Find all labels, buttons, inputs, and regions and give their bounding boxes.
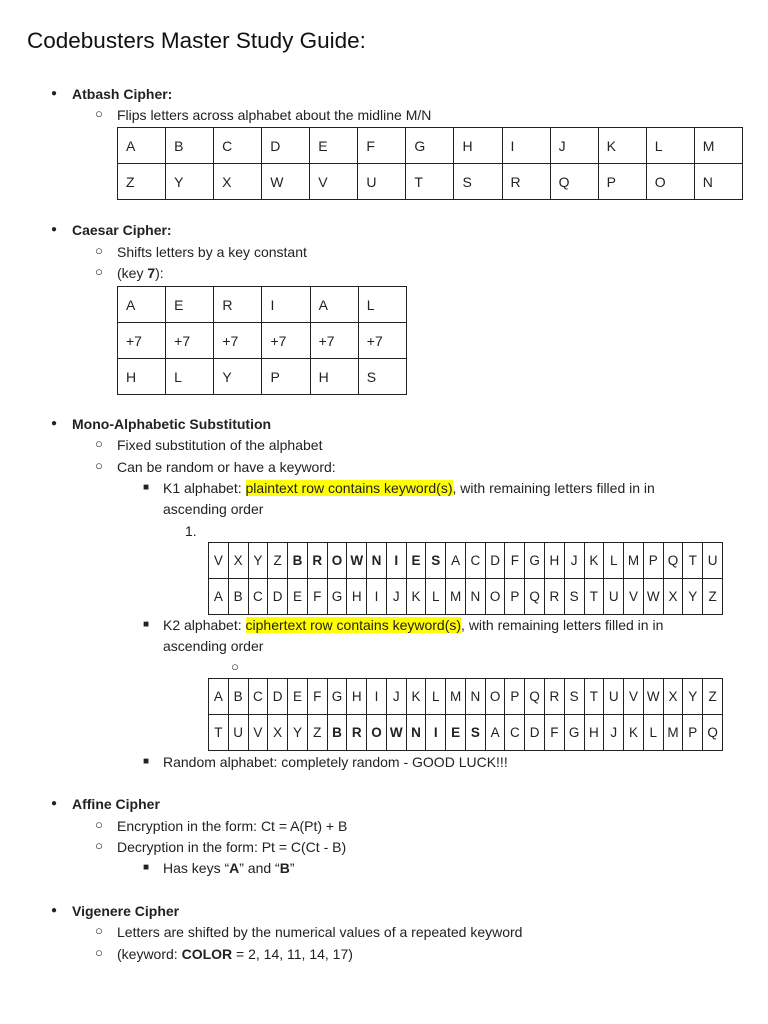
affine-key-a: A	[229, 860, 240, 876]
caesar-cell: H	[118, 359, 166, 395]
k2-description-line2: ascending order	[163, 638, 264, 654]
k1-cell: M	[446, 579, 466, 615]
caesar-cell: P	[262, 359, 310, 395]
k2-cell: T	[209, 715, 229, 751]
atbash-cell: F	[358, 128, 406, 164]
vigenere-keyword	[117, 945, 353, 963]
caesar-heading: ● Caesar Cipher:	[72, 221, 172, 239]
k2-cell: U	[604, 679, 624, 715]
k1-cell: G	[327, 579, 347, 615]
k2-cell: B	[327, 715, 347, 751]
caesar-cell: E	[166, 287, 214, 323]
k2-cell: T	[584, 679, 604, 715]
atbash-cell: B	[166, 128, 214, 164]
k1-highlight: plaintext row contains keyword(s)	[245, 480, 453, 496]
k1-cell: W	[347, 543, 367, 579]
caesar-cell: +7	[214, 323, 262, 359]
atbash-cell: O	[646, 164, 694, 200]
k2-cell: G	[564, 715, 584, 751]
k1-cell: J	[386, 579, 406, 615]
k1-cell: Y	[248, 543, 268, 579]
atbash-cell: V	[310, 164, 358, 200]
k2-cell: X	[268, 715, 288, 751]
k2-cell: E	[288, 679, 308, 715]
k1-cell: O	[485, 579, 505, 615]
k1-cell: K	[406, 579, 426, 615]
atbash-cell: S	[454, 164, 502, 200]
k1-cell: L	[604, 543, 624, 579]
k2-cell: K	[406, 679, 426, 715]
k1-suffix: , with remaining letters filled in in	[452, 480, 655, 496]
k1-cell: R	[307, 543, 327, 579]
k2-cell: I	[367, 679, 387, 715]
atbash-cell: A	[118, 128, 166, 164]
k2-cell: O	[485, 679, 505, 715]
caesar-table	[117, 286, 407, 395]
atbash-cell: J	[550, 128, 598, 164]
atbash-table	[117, 127, 743, 200]
caesar-cell: +7	[310, 323, 358, 359]
k2-cell: M	[446, 679, 466, 715]
k1-cell: I	[386, 543, 406, 579]
atbash-cell: D	[262, 128, 310, 164]
atbash-cell: Y	[166, 164, 214, 200]
atbash-cell: Q	[550, 164, 598, 200]
k2-cell: N	[465, 679, 485, 715]
k1-cell: O	[327, 543, 347, 579]
k2-row	[209, 679, 723, 715]
k1-number: 1.	[185, 523, 197, 539]
page-title: Codebusters Master Study Guide:	[27, 28, 366, 53]
affine-heading: ● Affine Cipher	[72, 795, 160, 813]
affine-keys-mid: ” and “	[239, 860, 280, 876]
k2-cell: Y	[288, 715, 308, 751]
k2-cell: A	[209, 679, 229, 715]
caesar-cell: +7	[118, 323, 166, 359]
k2-cell: Z	[703, 679, 723, 715]
k1-cell: V	[209, 543, 229, 579]
k2-cell: Q	[525, 679, 545, 715]
k1-row	[209, 579, 723, 615]
atbash-cell: I	[502, 128, 550, 164]
caesar-description: ○ Shifts letters by a key constant	[117, 243, 307, 261]
atbash-cell: L	[646, 128, 694, 164]
caesar-cell: R	[214, 287, 262, 323]
caesar-cell: H	[310, 359, 358, 395]
vigenere-kw-prefix: (keyword:	[117, 946, 182, 962]
k1-prefix: K1 alphabet:	[163, 480, 246, 496]
k1-cell: D	[268, 579, 288, 615]
k1-cell: C	[465, 543, 485, 579]
caesar-cell: +7	[358, 323, 406, 359]
k1-cell: B	[228, 579, 248, 615]
vigenere-kw-word: COLOR	[181, 946, 233, 962]
k2-description	[163, 616, 663, 634]
atbash-cell: P	[598, 164, 646, 200]
k1-cell: H	[347, 579, 367, 615]
atbash-cell: E	[310, 128, 358, 164]
k1-cell: V	[624, 579, 644, 615]
atbash-cell: X	[214, 164, 262, 200]
atbash-cell: N	[694, 164, 742, 200]
caesar-row	[118, 287, 407, 323]
atbash-row	[118, 164, 743, 200]
k2-cell: M	[663, 715, 683, 751]
atbash-cell: K	[598, 128, 646, 164]
k2-cell: X	[663, 679, 683, 715]
k1-cell: Y	[683, 579, 703, 615]
atbash-cell: W	[262, 164, 310, 200]
atbash-cell: G	[406, 128, 454, 164]
k1-cell: X	[663, 579, 683, 615]
vigenere-description: ○ Letters are shifted by the numerical values of a repeated keyword	[117, 923, 522, 941]
caesar-key-line	[117, 264, 164, 282]
k1-cell: T	[584, 579, 604, 615]
caesar-cell: I	[262, 287, 310, 323]
k2-cell: P	[505, 679, 525, 715]
k1-description-line2: ascending order	[163, 501, 264, 517]
k2-cell: H	[347, 679, 367, 715]
k2-cell: W	[643, 679, 663, 715]
affine-keys	[163, 859, 295, 877]
k1-cell: D	[485, 543, 505, 579]
k1-table	[208, 542, 723, 615]
k2-cell: F	[545, 715, 565, 751]
caesar-cell: A	[118, 287, 166, 323]
k2-cell: S	[465, 715, 485, 751]
k2-suffix: , with remaining letters filled in in	[461, 617, 664, 633]
affine-encryption: ○ Encryption in the form: Ct = A(Pt) + B	[117, 817, 347, 835]
k2-cell: D	[268, 679, 288, 715]
k2-cell: D	[525, 715, 545, 751]
caesar-key-prefix: (key	[117, 265, 148, 281]
k2-cell: Q	[703, 715, 723, 751]
vigenere-kw-suffix: = 2, 14, 11, 14, 17)	[232, 946, 353, 962]
k1-row	[209, 543, 723, 579]
k1-cell: R	[545, 579, 565, 615]
k1-cell: H	[545, 543, 565, 579]
k2-cell: K	[624, 715, 644, 751]
k2-cell: H	[584, 715, 604, 751]
k2-cell: S	[564, 679, 584, 715]
caesar-cell: +7	[262, 323, 310, 359]
k2-cell: J	[604, 715, 624, 751]
k2-cell: B	[228, 679, 248, 715]
k2-row	[209, 715, 723, 751]
atbash-row	[118, 128, 743, 164]
caesar-cell: Y	[214, 359, 262, 395]
k1-cell: F	[307, 579, 327, 615]
k2-cell: F	[307, 679, 327, 715]
atbash-cell: R	[502, 164, 550, 200]
atbash-cell: H	[454, 128, 502, 164]
k1-cell: T	[683, 543, 703, 579]
k2-cell: J	[386, 679, 406, 715]
k1-cell: I	[367, 579, 387, 615]
random-alphabet-text: ■ Random alphabet: completely random - GOOD LUCK!!!	[163, 753, 508, 771]
k2-table	[208, 678, 723, 751]
atbash-cell: Z	[118, 164, 166, 200]
k2-cell: W	[386, 715, 406, 751]
k2-cell: R	[545, 679, 565, 715]
k2-cell: P	[683, 715, 703, 751]
k1-cell: J	[564, 543, 584, 579]
k1-cell: Q	[525, 579, 545, 615]
affine-decryption: ○ Decryption in the form: Pt = C(Ct - B)	[117, 838, 346, 856]
k1-cell: P	[643, 543, 663, 579]
k2-cell: V	[248, 715, 268, 751]
k2-cell: L	[643, 715, 663, 751]
k1-cell: L	[426, 579, 446, 615]
k1-cell: U	[604, 579, 624, 615]
atbash-cell: U	[358, 164, 406, 200]
k1-cell: P	[505, 579, 525, 615]
k2-cell: N	[406, 715, 426, 751]
k2-cell: C	[248, 679, 268, 715]
k1-cell: K	[584, 543, 604, 579]
mono-description-1: ○ Fixed substitution of the alphabet	[117, 436, 322, 454]
k1-cell: Q	[663, 543, 683, 579]
k1-cell: Z	[703, 579, 723, 615]
atbash-cell: M	[694, 128, 742, 164]
atbash-description: ○ Flips letters across alphabet about the midline M/N	[117, 106, 431, 124]
k2-cell: V	[624, 679, 644, 715]
k2-prefix: K2 alphabet:	[163, 617, 246, 633]
k2-cell: L	[426, 679, 446, 715]
k2-cell: Z	[307, 715, 327, 751]
k1-cell: N	[465, 579, 485, 615]
k2-cell: Y	[683, 679, 703, 715]
caesar-key-value: 7	[147, 265, 156, 281]
affine-key-b: B	[279, 860, 290, 876]
k1-cell: E	[288, 579, 308, 615]
caesar-cell: +7	[166, 323, 214, 359]
k2-cell: I	[426, 715, 446, 751]
k2-cell: R	[347, 715, 367, 751]
k1-cell: U	[703, 543, 723, 579]
k1-cell: N	[367, 543, 387, 579]
k1-cell: M	[624, 543, 644, 579]
k2-cell: U	[228, 715, 248, 751]
atbash-cell: C	[214, 128, 262, 164]
k2-highlight: ciphertext row contains keyword(s)	[245, 617, 462, 633]
vigenere-heading: ● Vigenere Cipher	[72, 902, 179, 920]
k1-cell: X	[228, 543, 248, 579]
k1-cell: A	[446, 543, 466, 579]
mono-heading: ● Mono-Alphabetic Substitution	[72, 415, 271, 433]
k2-cell: G	[327, 679, 347, 715]
k1-cell: S	[564, 579, 584, 615]
caesar-cell: S	[358, 359, 406, 395]
k2-cell: O	[367, 715, 387, 751]
atbash-heading: ● Atbash Cipher:	[72, 85, 172, 103]
caesar-row	[118, 323, 407, 359]
k1-cell: F	[505, 543, 525, 579]
k1-cell: S	[426, 543, 446, 579]
k2-cell: C	[505, 715, 525, 751]
atbash-cell: T	[406, 164, 454, 200]
k1-cell: A	[209, 579, 229, 615]
k1-cell: W	[643, 579, 663, 615]
caesar-cell: L	[358, 287, 406, 323]
caesar-cell: L	[166, 359, 214, 395]
k1-description	[163, 479, 655, 497]
k2-cell: E	[446, 715, 466, 751]
caesar-row	[118, 359, 407, 395]
k2-cell: A	[485, 715, 505, 751]
caesar-key-suffix: ):	[155, 265, 164, 281]
k1-cell: G	[525, 543, 545, 579]
affine-keys-suffix: ”	[289, 860, 295, 876]
caesar-cell: A	[310, 287, 358, 323]
mono-description-2: ○ Can be random or have a keyword:	[117, 458, 336, 476]
k1-cell: B	[288, 543, 308, 579]
k1-cell: C	[248, 579, 268, 615]
k1-cell: Z	[268, 543, 288, 579]
k1-cell: E	[406, 543, 426, 579]
affine-keys-prefix: Has keys “	[163, 860, 230, 876]
